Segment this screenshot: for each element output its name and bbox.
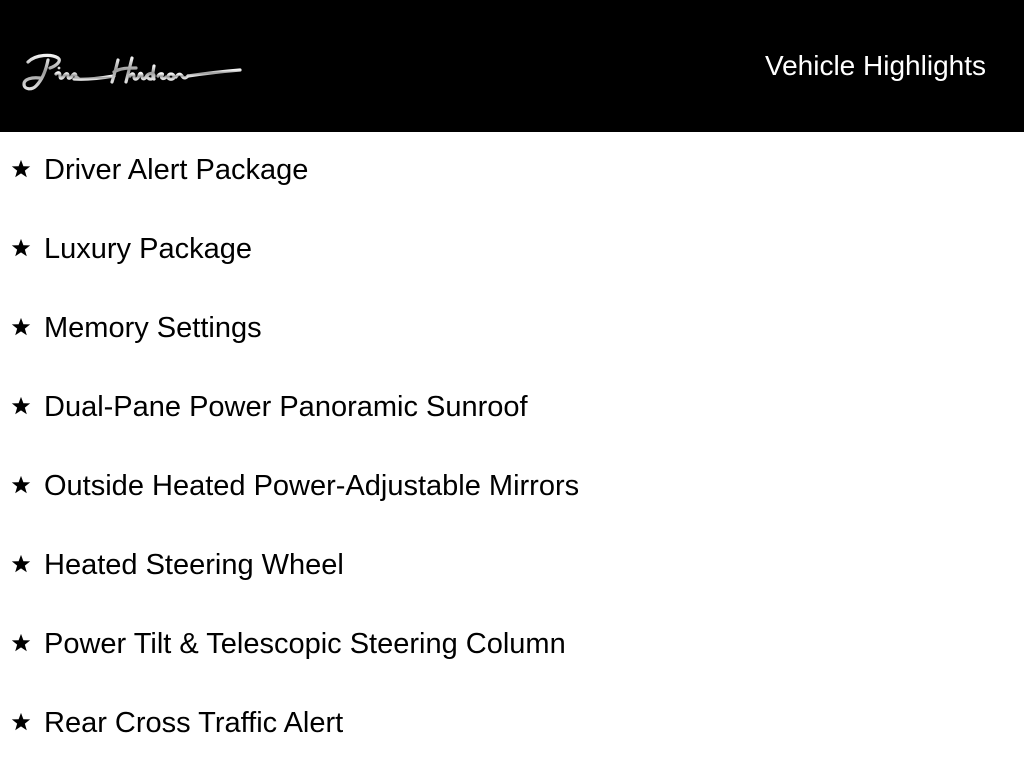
list-item	[0, 527, 1024, 606]
list-item	[0, 369, 1024, 448]
star-icon	[10, 316, 32, 338]
highlight-label: Memory Settings	[44, 312, 262, 344]
highlight-label: Power Tilt & Telescopic Steering Column	[44, 628, 566, 660]
highlight-label: Rear Cross Traffic Alert	[44, 707, 344, 739]
highlight-label: Dual-Pane Power Panoramic Sunroof	[44, 391, 528, 423]
star-icon	[10, 711, 32, 733]
star-icon	[10, 632, 32, 654]
list-item	[0, 448, 1024, 527]
dealer-logo	[18, 46, 246, 98]
list-item	[0, 211, 1024, 290]
list-item	[0, 606, 1024, 685]
list-item	[0, 132, 1024, 211]
highlights-list	[0, 132, 1024, 764]
highlight-label: Luxury Package	[44, 233, 252, 265]
list-item	[0, 685, 1024, 764]
list-item	[0, 290, 1024, 369]
star-icon	[10, 553, 32, 575]
page-title: Vehicle Highlights	[764, 50, 986, 81]
highlight-label: Outside Heated Power-Adjustable Mirrors	[44, 470, 580, 502]
star-icon	[10, 158, 32, 180]
highlight-label: Driver Alert Package	[44, 154, 309, 186]
highlight-label: Heated Steering Wheel	[44, 549, 344, 581]
header-bar	[0, 0, 1024, 132]
star-icon	[10, 474, 32, 496]
star-icon	[10, 237, 32, 259]
star-icon	[10, 395, 32, 417]
